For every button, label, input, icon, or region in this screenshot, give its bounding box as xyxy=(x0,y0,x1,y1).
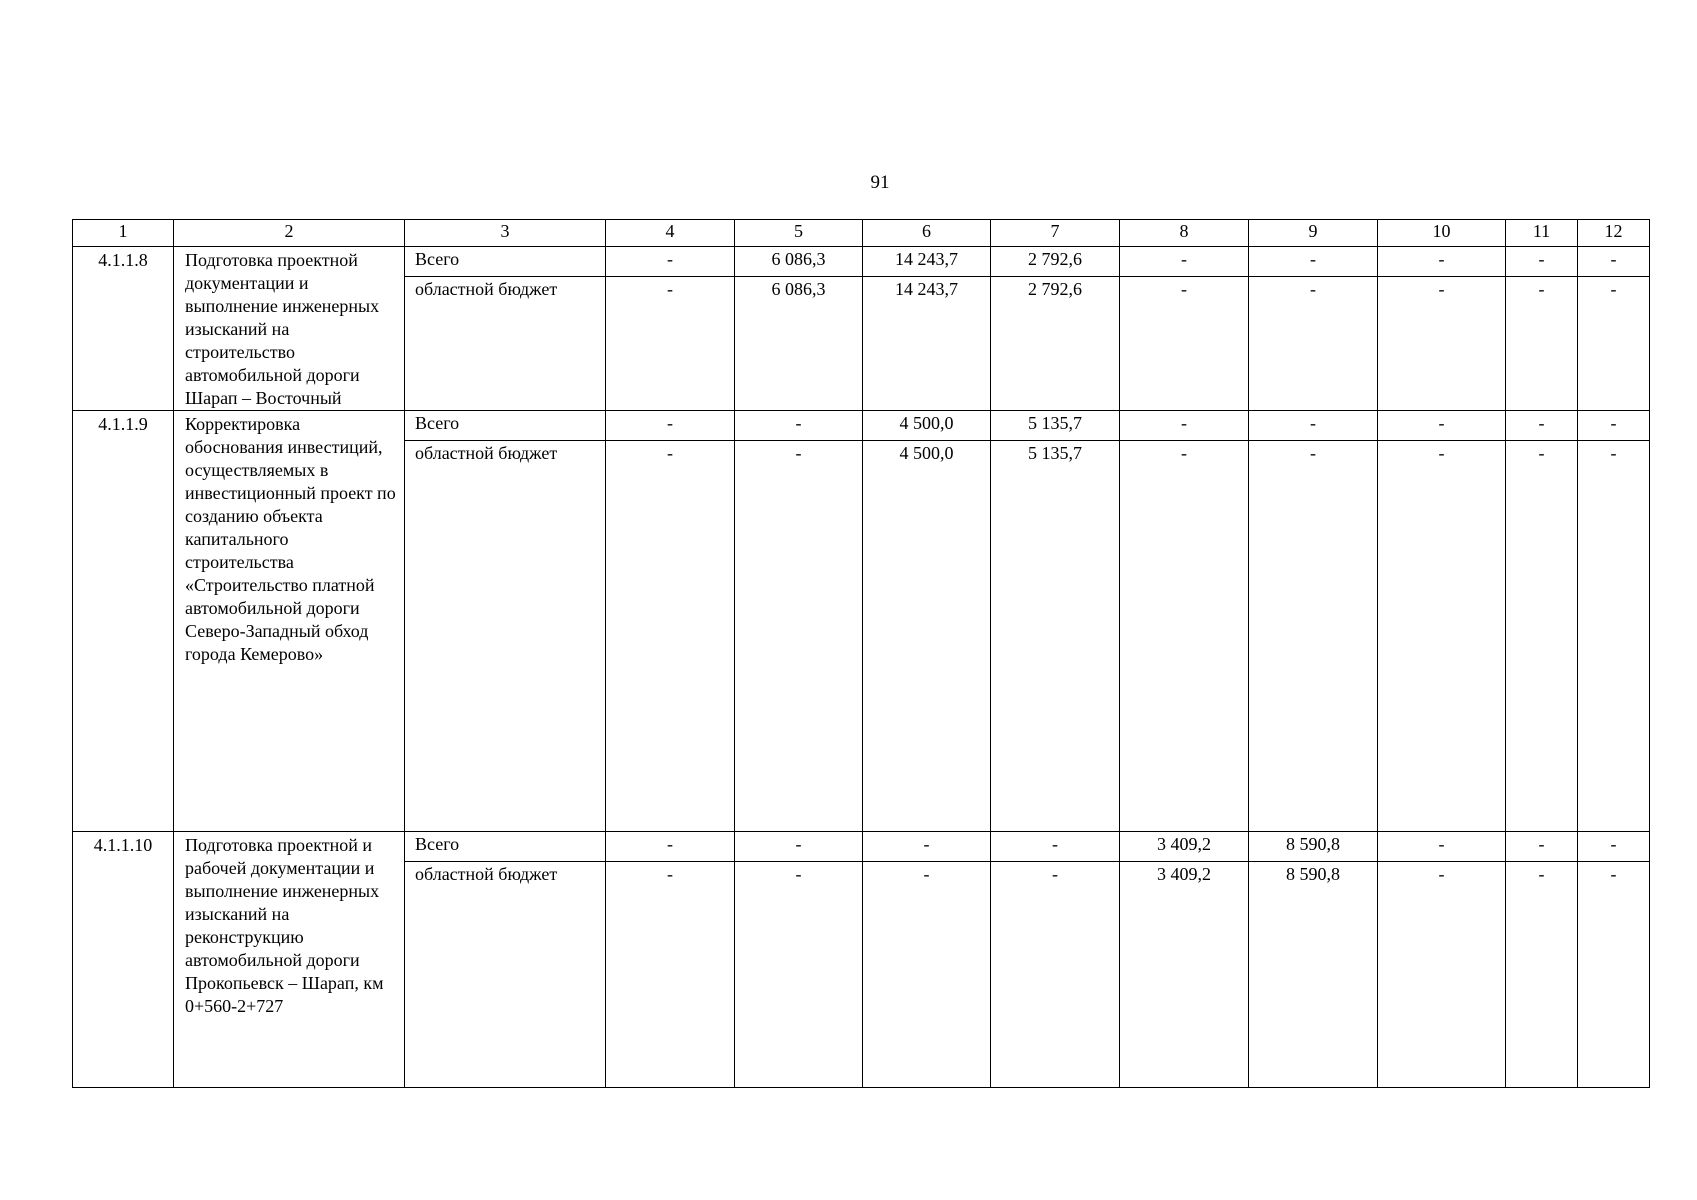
value-cell: 5 135,7 xyxy=(991,441,1120,832)
value-cell: - xyxy=(606,441,735,832)
value-cell: 5 135,7 xyxy=(991,411,1120,441)
value-cell: - xyxy=(1249,441,1378,832)
table-header-row xyxy=(73,220,1650,247)
funding-source: Всего xyxy=(405,247,606,277)
table-row xyxy=(73,832,1650,862)
value-cell: - xyxy=(1120,411,1249,441)
value-cell: - xyxy=(863,862,991,1088)
value-cell: - xyxy=(863,832,991,862)
value-cell: - xyxy=(1506,862,1578,1088)
column-header: 11 xyxy=(1506,220,1578,247)
table-row xyxy=(73,247,1650,277)
column-header: 12 xyxy=(1578,220,1650,247)
value-cell: - xyxy=(1506,277,1578,411)
funding-source: областной бюджет xyxy=(405,862,606,1088)
value-cell: 2 792,6 xyxy=(991,247,1120,277)
value-cell: - xyxy=(1506,247,1578,277)
value-cell: 6 086,3 xyxy=(735,277,863,411)
value-cell: - xyxy=(606,862,735,1088)
value-cell: 4 500,0 xyxy=(863,441,991,832)
value-cell: 14 243,7 xyxy=(863,247,991,277)
value-cell: - xyxy=(1578,277,1650,411)
value-cell: - xyxy=(1120,277,1249,411)
value-cell: 4 500,0 xyxy=(863,411,991,441)
value-cell: - xyxy=(1378,832,1506,862)
value-cell: - xyxy=(735,441,863,832)
item-code: 4.1.1.9 xyxy=(73,411,174,832)
value-cell: - xyxy=(735,862,863,1088)
value-cell: - xyxy=(991,832,1120,862)
column-header: 3 xyxy=(405,220,606,247)
item-name: Корректировка обоснования инвестиций, осуществляемых в инвестиционный проект по созданию объекта капитального строительства «Строительство платной автомобильной дороги Северо-Западный обход города Кемерово» xyxy=(174,411,405,832)
value-cell: - xyxy=(1578,441,1650,832)
value-cell: - xyxy=(1120,247,1249,277)
item-code: 4.1.1.8 xyxy=(73,247,174,411)
column-header: 5 xyxy=(735,220,863,247)
column-header: 8 xyxy=(1120,220,1249,247)
value-cell: - xyxy=(1249,411,1378,441)
value-cell: - xyxy=(1249,277,1378,411)
value-cell: - xyxy=(1578,411,1650,441)
value-cell: - xyxy=(1578,247,1650,277)
funding-source: областной бюджет xyxy=(405,277,606,411)
value-cell: - xyxy=(1506,411,1578,441)
value-cell: - xyxy=(1506,441,1578,832)
value-cell: - xyxy=(991,862,1120,1088)
funding-source: областной бюджет xyxy=(405,441,606,832)
value-cell: - xyxy=(1120,441,1249,832)
page-number: 91 xyxy=(870,172,890,193)
value-cell: - xyxy=(606,832,735,862)
column-header: 10 xyxy=(1378,220,1506,247)
item-name: Подготовка проектной и рабочей документации и выполнение инженерных изысканий на реконструкцию автомобильной дороги Прокопьевск – Шарап, км 0+560-2+727 xyxy=(174,832,405,1088)
item-name: Подготовка проектной документации и выполнение инженерных изысканий на строительство автомобильной дороги Шарап – Восточный xyxy=(174,247,405,411)
column-header: 7 xyxy=(991,220,1120,247)
value-cell: - xyxy=(1378,862,1506,1088)
column-header: 2 xyxy=(174,220,405,247)
value-cell: - xyxy=(1506,832,1578,862)
value-cell: - xyxy=(735,832,863,862)
item-code: 4.1.1.10 xyxy=(73,832,174,1088)
value-cell: - xyxy=(606,411,735,441)
value-cell: 14 243,7 xyxy=(863,277,991,411)
value-cell: 2 792,6 xyxy=(991,277,1120,411)
funding-source: Всего xyxy=(405,832,606,862)
value-cell: 3 409,2 xyxy=(1120,862,1249,1088)
funding-source: Всего xyxy=(405,411,606,441)
value-cell: - xyxy=(1578,832,1650,862)
value-cell: 8 590,8 xyxy=(1249,862,1378,1088)
value-cell: - xyxy=(606,277,735,411)
value-cell: - xyxy=(1378,411,1506,441)
value-cell: - xyxy=(606,247,735,277)
value-cell: - xyxy=(735,411,863,441)
table-row xyxy=(73,411,1650,441)
column-header: 1 xyxy=(73,220,174,247)
value-cell: 3 409,2 xyxy=(1120,832,1249,862)
column-header: 9 xyxy=(1249,220,1378,247)
value-cell: 6 086,3 xyxy=(735,247,863,277)
value-cell: - xyxy=(1578,862,1650,1088)
value-cell: - xyxy=(1378,441,1506,832)
value-cell: - xyxy=(1378,247,1506,277)
budget-table xyxy=(72,219,1650,1088)
column-header: 6 xyxy=(863,220,991,247)
value-cell: - xyxy=(1249,247,1378,277)
column-header: 4 xyxy=(606,220,735,247)
value-cell: 8 590,8 xyxy=(1249,832,1378,862)
value-cell: - xyxy=(1378,277,1506,411)
